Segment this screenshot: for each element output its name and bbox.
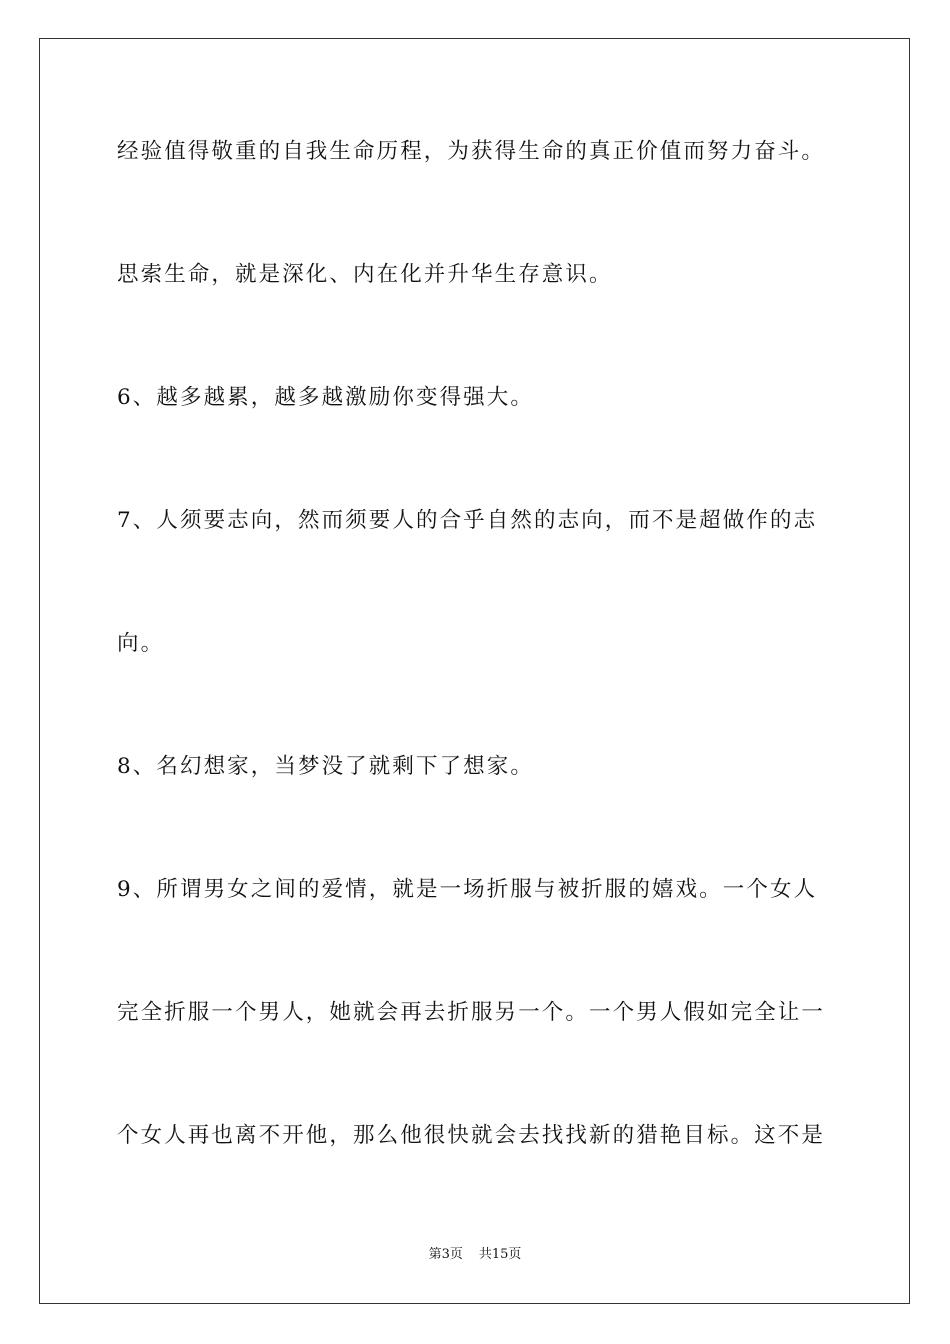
- text-line: 完全折服一个男人，她就会再去折服另一个。一个男人假如完全让一: [117, 1000, 826, 1025]
- text-line: 9、所谓男女之间的爱情，就是一场折服与被折服的嬉戏。一个女人: [117, 877, 818, 902]
- page-footer: [0, 1246, 950, 1264]
- page-number: 第3页: [428, 1247, 463, 1262]
- text-line: 8、名幻想家，当梦没了就剩下了想家。: [117, 754, 534, 779]
- text-line: 向。: [117, 631, 165, 656]
- text-line: 7、人须要志向，然而须要人的合乎自然的志向，而不是超做作的志: [117, 508, 818, 533]
- text-line: 经验值得敬重的自我生命历程，为获得生命的真正价值而努力奋斗。: [117, 139, 826, 164]
- page-border: [39, 38, 910, 1304]
- page-total: 共15页: [478, 1247, 522, 1262]
- text-line: 思索生命，就是深化、内在化并升华生存意识。: [117, 262, 613, 287]
- text-line: 6、越多越累，越多越激励你变得强大。: [117, 385, 534, 410]
- text-line: 个女人再也离不开他，那么他很快就会去找找新的猎艳目标。这不是: [117, 1123, 826, 1148]
